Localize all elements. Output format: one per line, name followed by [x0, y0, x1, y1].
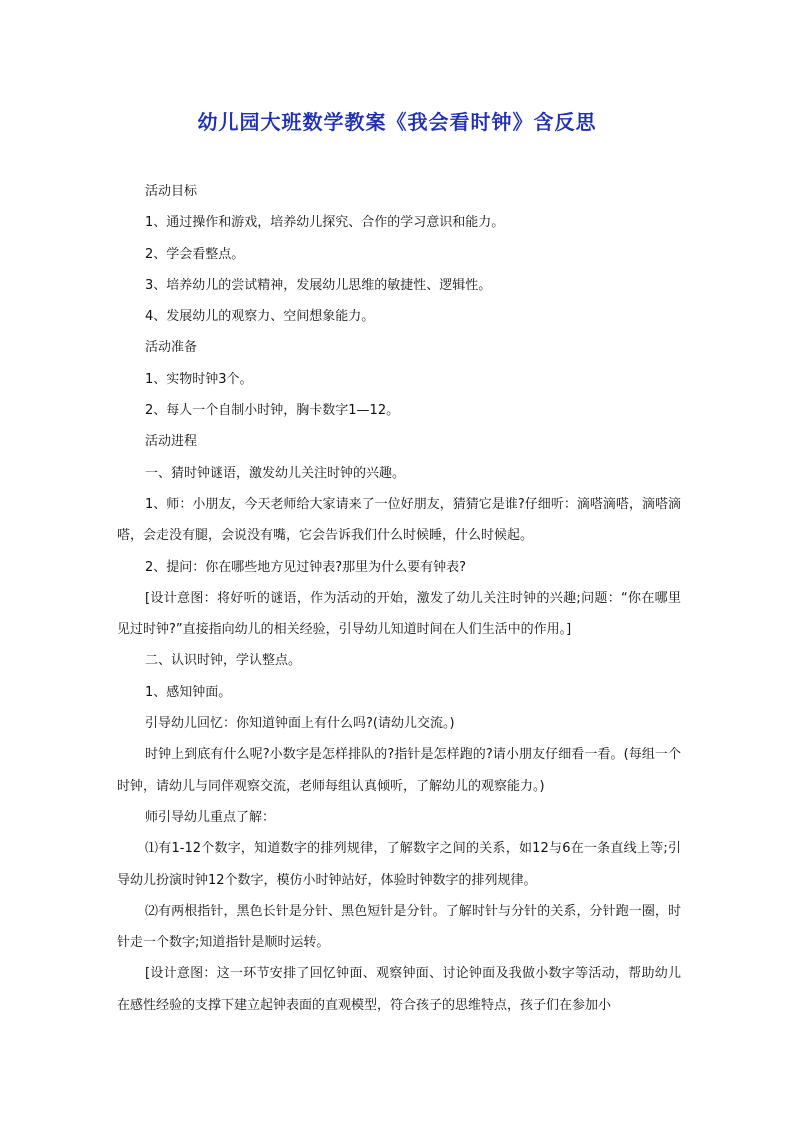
paragraph-process-heading: 活动进程: [145, 434, 198, 450]
paragraph-goal-4: 4、发展幼儿的观察力、空间想象能力。: [145, 309, 375, 325]
document-title: 幼儿园大班数学教案《我会看时钟》含反思: [197, 110, 597, 134]
paragraph-design-intent-2: [设计意图：这一环节安排了回忆钟面、观察钟面、讨论钟面及我做小数字等活动，帮助幼儿在感性经验的支撑下建立起钟表面的直观模型，符合孩子的思维特点，孩子们在参加小: [117, 966, 681, 1013]
paragraph-goal-2: 2、学会看整点。: [145, 246, 245, 262]
paragraph-activity-goals-heading: 活动目标: [145, 184, 198, 199]
paragraph-design-intent-1: [设计意图：将好听的谜语，作为活动的开始，激发了幼儿关注时钟的兴趣;问题：“你在哪里见过时钟?”直接指向幼儿的相关经验，引导幼儿知道时间在人们生活中的作用。]: [117, 590, 681, 638]
paragraph-riddle: 1、师：小朋友，今天老师给大家请来了一位好朋友，猜猜它是谁?仔细听：滴嗒滴嗒，滴嗒滴嗒，会走没有腿，会说没有嘴，它会告诉我们什么时候睡，什么时候起。: [117, 496, 681, 544]
paragraph-observe: 时钟上到底有什么呢?小数字是怎样排队的?指针是怎样跑的?请小朋友仔细看一看。(每组一个时钟，请幼儿与同伴观察交流，老师每组认真倾听，了解幼儿的观察能力。): [117, 747, 681, 794]
paragraph-goal-1: 1、通过操作和游戏，培养幼儿探究、合作的学习意识和能力。: [145, 215, 505, 231]
paragraph-preparation-heading: 活动准备: [145, 340, 198, 356]
paragraph-section-2-heading: 二、认识时钟，学认整点。: [145, 653, 302, 669]
paragraph-sense-clock-face: 1、感知钟面。: [145, 684, 232, 700]
paragraph-numbers: ⑴有1-12个数字，知道数字的排列规律，了解数字之间的关系，如12与6在一条直线上等;引导幼儿扮演时钟12个数字，模仿小时钟站好，体验时钟数字的排列规律。: [117, 841, 681, 888]
document-body: [117, 176, 681, 1021]
paragraph-preparation-1: 1、实物时钟3个。: [145, 371, 253, 387]
paragraph-goal-3: 3、培养幼儿的尝试精神，发展幼儿思维的敏捷性、逻辑性。: [145, 277, 492, 293]
paragraph-key-points: 师引导幼儿重点了解：: [145, 809, 276, 825]
paragraph-hands: ⑵有两根指针，黑色长针是分针、黑色短针是分针。了解时针与分针的关系，分针跑一圈，时针走一个数字;知道指针是顺时运转。: [117, 903, 681, 951]
paragraph-recall: 引导幼儿回忆：你知道钟面上有什么吗?(请幼儿交流。): [145, 716, 455, 732]
paragraph-preparation-2: 2、每人一个自制小时钟，胸卡数字1—12。: [145, 403, 400, 419]
paragraph-question: 2、提问：你在哪些地方见过钟表?那里为什么要有钟表?: [145, 559, 467, 575]
paragraph-section-1-heading: 一、猜时钟谜语，激发幼儿关注时钟的兴趣。: [145, 465, 406, 481]
